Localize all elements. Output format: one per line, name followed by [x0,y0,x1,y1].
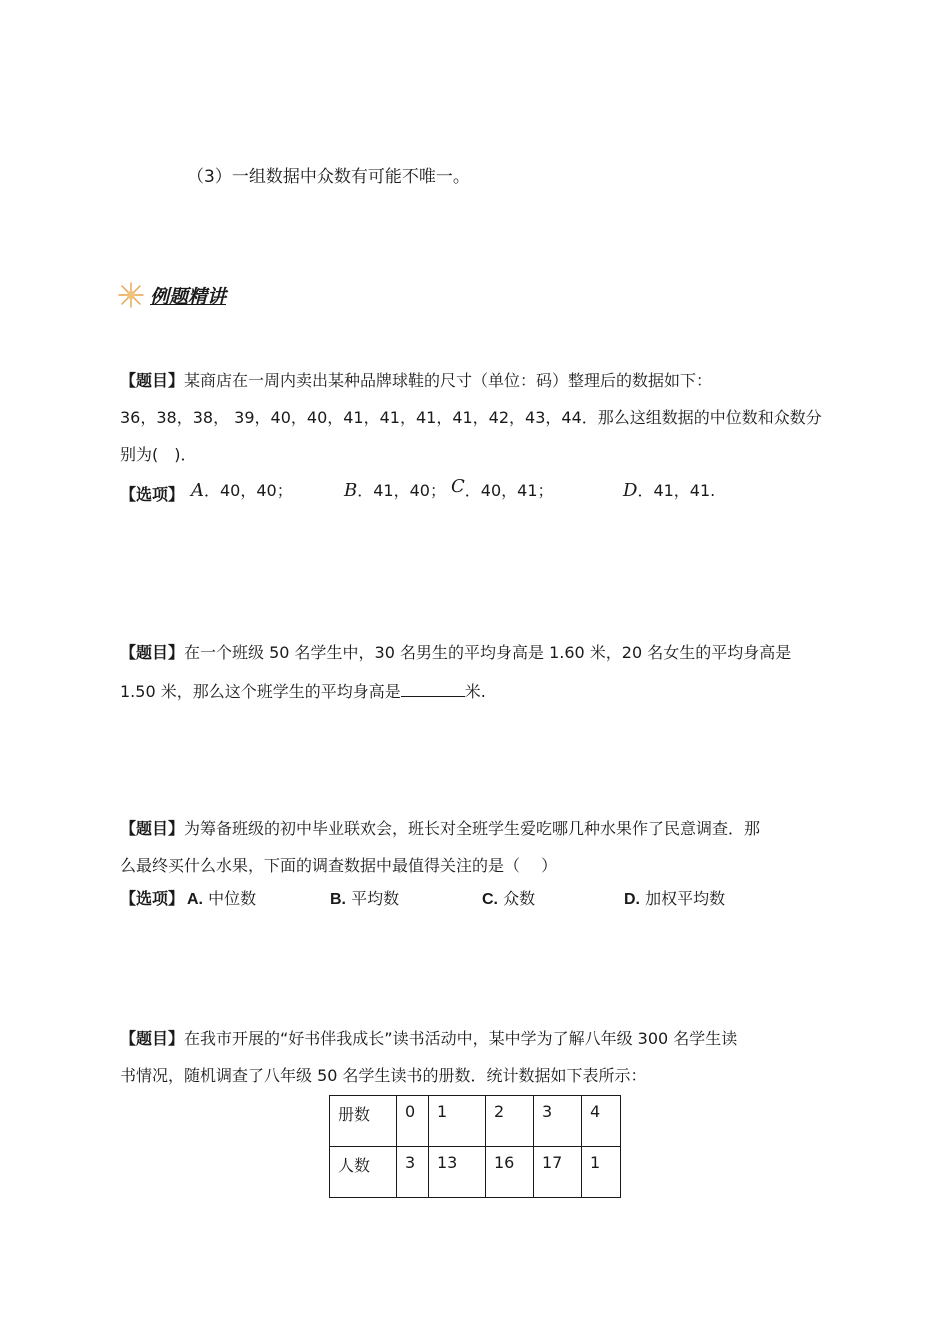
q1-option-d[interactable] [623,478,715,501]
option-letter: B [344,480,358,501]
sparkle-icon [116,280,146,310]
option-letter: D [623,480,638,501]
q1-options [120,478,820,502]
q3-line2: 么最终买什么水果，下面的调查数据中最值得关注的是（ ） [120,856,558,875]
q3-option-d[interactable] [624,886,725,909]
answer-blank[interactable] [401,682,465,697]
q3-line1 [120,816,760,839]
q2-text-3: 米. [464,682,486,701]
table-cell: 4 [582,1096,621,1147]
q3-option-a[interactable] [187,886,256,909]
section-title: 例题精讲 [150,285,227,308]
q1-line3: 别为( )． [120,445,197,464]
table-cell: 册数 [330,1096,397,1147]
note-text: （3）一组数据中众数有可能不唯一。 [187,167,470,187]
option-text: 众数 [503,889,536,908]
q1-option-b[interactable] [344,478,446,501]
q1-tag: 【题目】 [120,371,185,390]
option-letter: C [451,476,465,497]
q1-line1 [120,368,712,391]
q1-line2: 36，38，38， 39，40，40，41，41，41，41，42，43，44．那么这组数据的中位数和众数分 [120,408,822,427]
q3-option-c[interactable] [482,886,535,909]
q1-text-1: 某商店在一周内卖出某种品牌球鞋的尺寸（单位：码）整理后的数据如下： [184,371,713,390]
option-text: 加权平均数 [645,889,726,908]
option-text: 中位数 [208,889,257,908]
q3-option-b[interactable] [330,886,399,909]
option-text: ．40，41； [464,481,554,500]
option-letter: D. [624,891,640,908]
q4-text-1: 在我市开展的“好书伴我成长”读书活动中，某中学为了解八年级 300 名学生读 [184,1029,738,1048]
table-row [330,1147,621,1198]
table-cell: 人数 [330,1147,397,1198]
table-cell: 1 [429,1096,486,1147]
option-letter: B. [330,891,346,908]
table-cell: 17 [534,1147,582,1198]
book-count-table [329,1095,621,1198]
table-cell: 3 [534,1096,582,1147]
q1-option-a[interactable] [191,478,293,501]
q3-options-tag: 【选项】 [120,889,185,908]
option-text: ．41，41. [637,481,716,500]
q4-line2: 书情况，随机调查了八年级 50 名学生读书的册数．统计数据如下表所示： [120,1066,647,1085]
table-cell: 16 [486,1147,534,1198]
table-row [330,1096,621,1147]
q2-tag: 【题目】 [120,643,185,662]
option-letter: A [191,480,204,501]
table-cell: 0 [397,1096,429,1147]
q2-line2 [120,679,486,702]
table-cell: 1 [582,1147,621,1198]
table-cell: 3 [397,1147,429,1198]
q4-line1 [120,1026,737,1049]
q3-options [120,886,820,910]
option-text: 平均数 [351,889,400,908]
table-cell: 13 [429,1147,486,1198]
q2-text-2: 1.50 米，那么这个班学生的平均身高是 [120,682,401,701]
q3-text-1: 为筹备班级的初中毕业联欢会，班长对全班学生爱吃哪几种水果作了民意调查．那 [184,819,761,838]
option-letter: C. [482,891,498,908]
q1-option-c[interactable] [451,474,554,500]
q3-tag: 【题目】 [120,819,185,838]
q1-options-tag: 【选项】 [120,485,185,504]
option-text: ．41，40； [357,481,446,500]
section-heading [116,280,226,310]
q4-tag: 【题目】 [120,1029,185,1048]
table-cell: 2 [486,1096,534,1147]
q2-text-1: 在一个班级 50 名学生中，30 名男生的平均身高是 1.60 米，20 名女生的平均身高是 [184,643,792,662]
q2-line1 [120,640,791,663]
option-text: ．40，40； [204,481,293,500]
option-letter: A. [187,891,203,908]
